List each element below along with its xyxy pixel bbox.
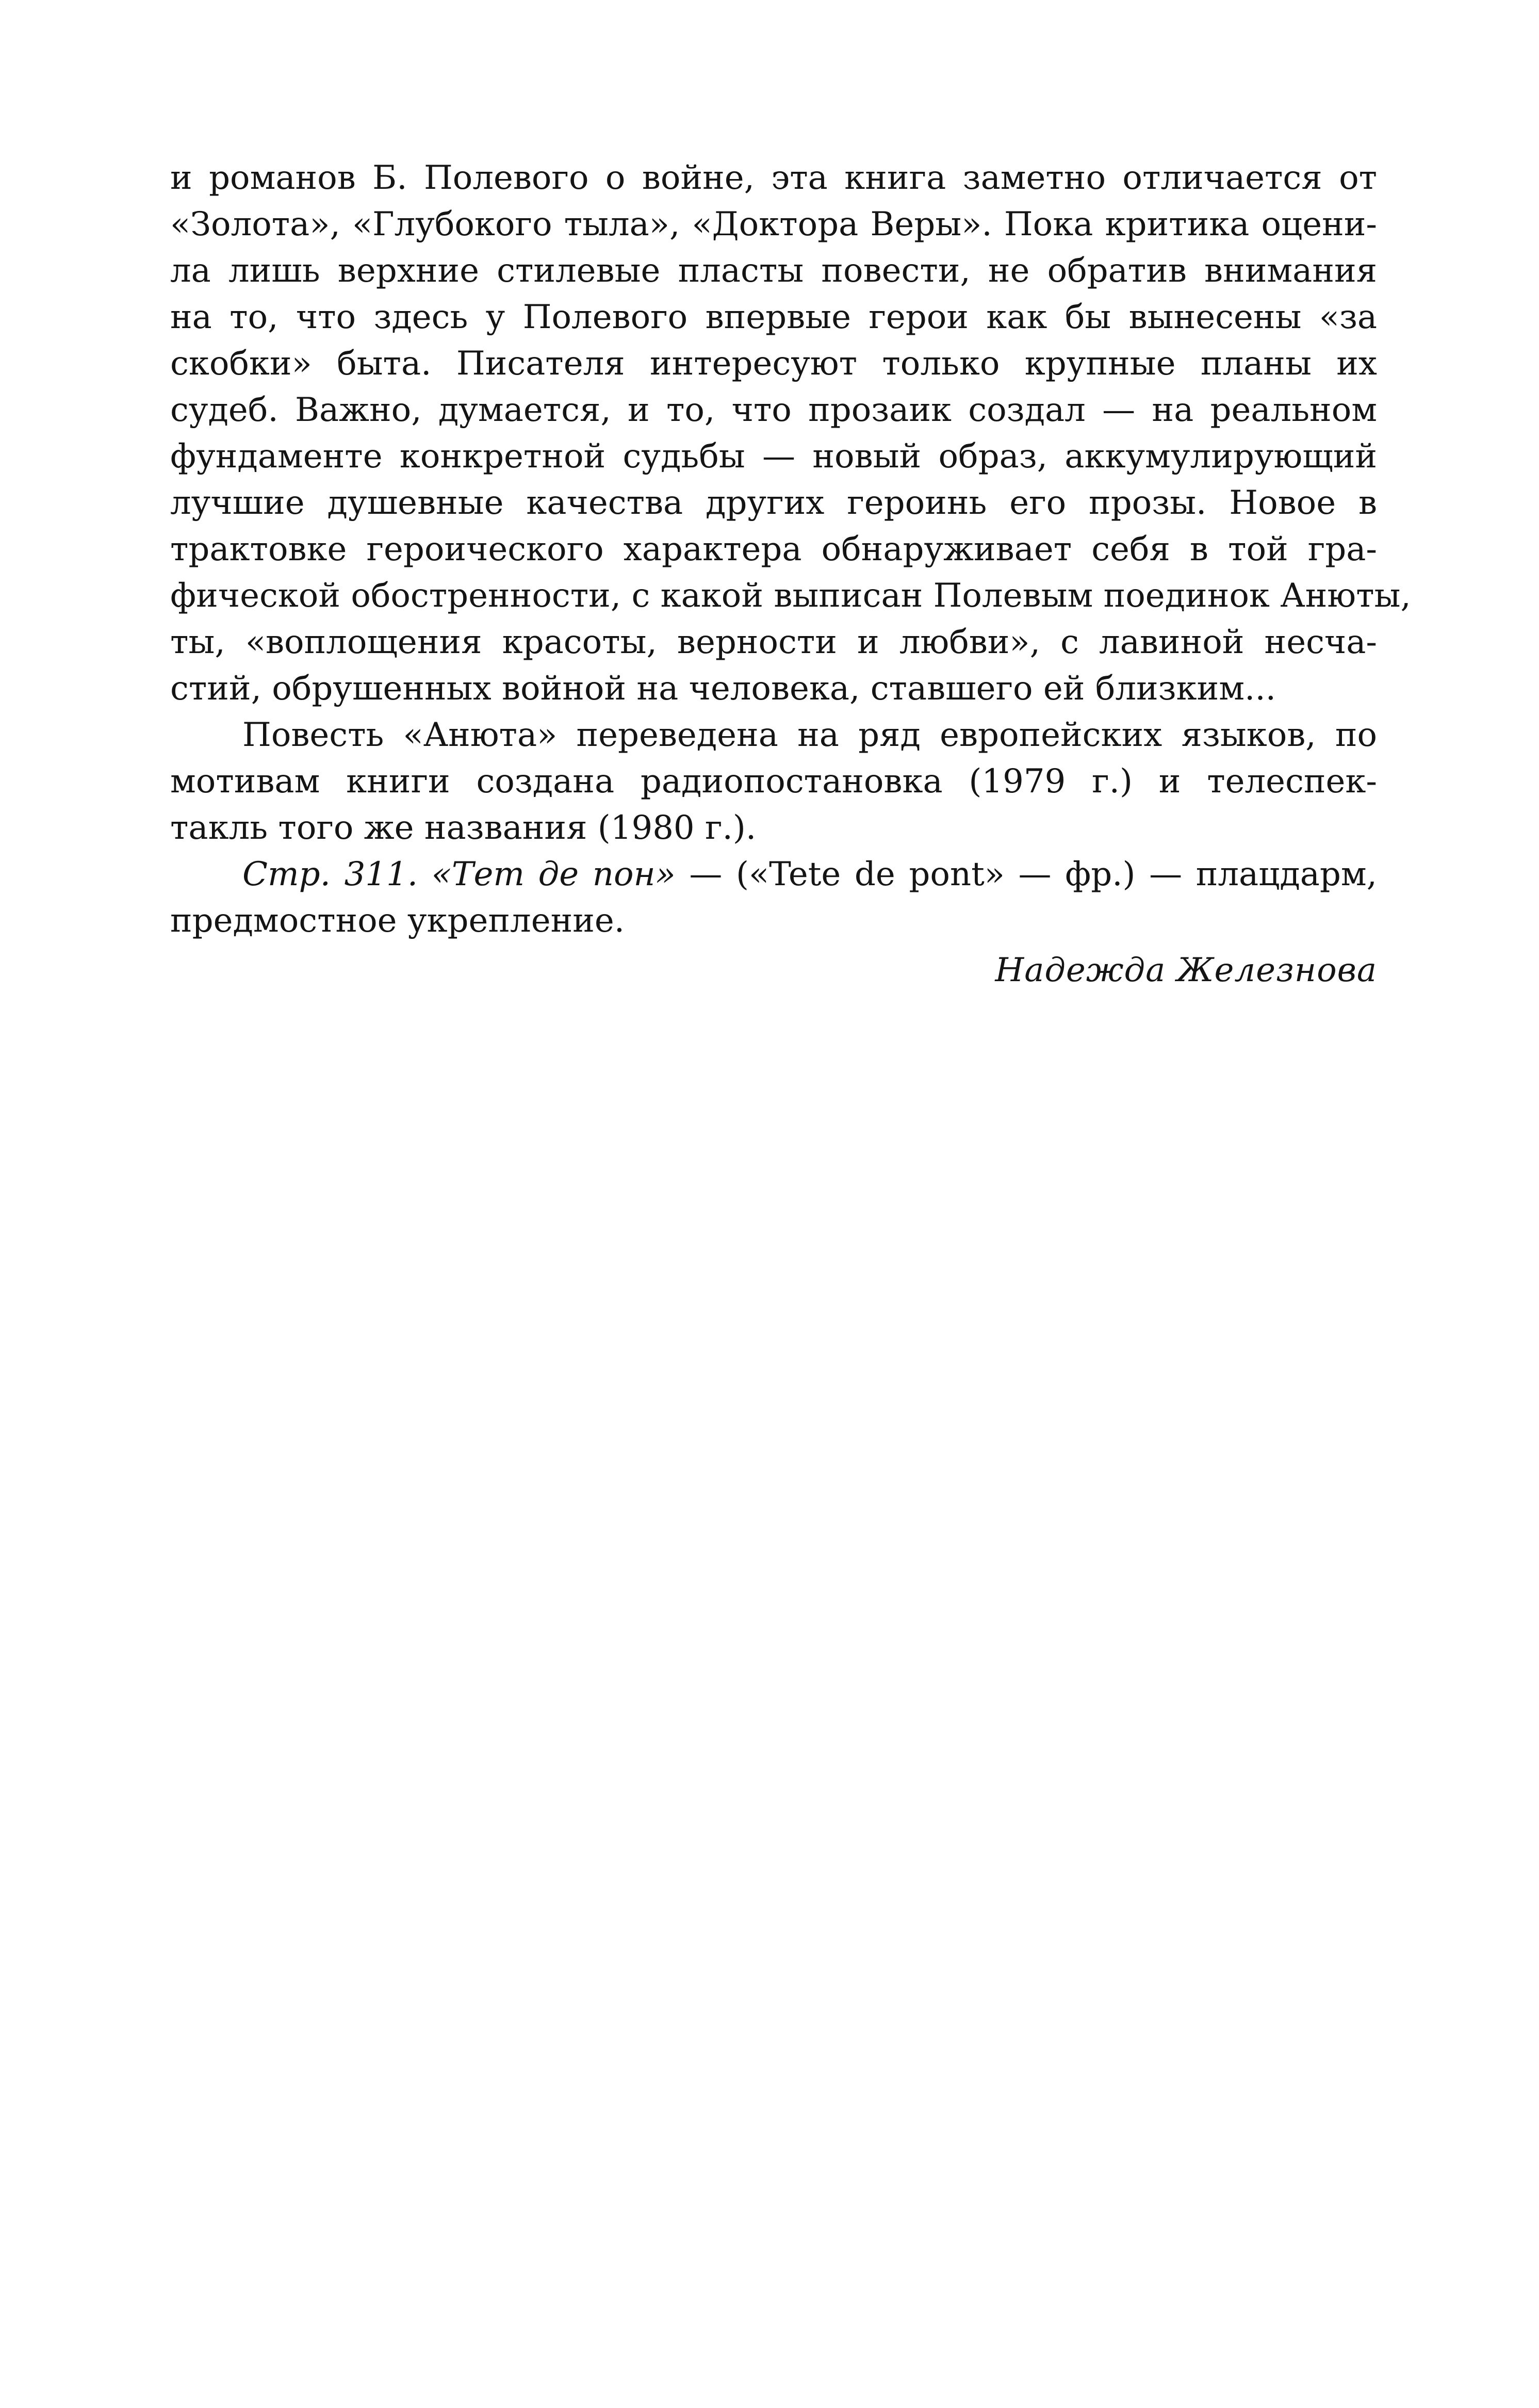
text-line: ты, «воплощения красоты, верности и любви», с лавиной несча- [170, 623, 1377, 661]
footnote-line [170, 851, 1377, 898]
text-line: ла лишь верхние стилевые пласты повести, не обратив внимания [170, 252, 1377, 290]
text-line: судеб. Важно, думается, и то, что прозаик создал — на реальном [170, 391, 1377, 429]
text-line: Повесть «Анюта» переведена на ряд европейских языков, по [242, 716, 1377, 754]
page-content [170, 155, 1411, 994]
text-line: «Золота», «Глубокого тыла», «Доктора Веры». Пока критика оцени- [170, 205, 1377, 243]
text-line: стий, обрушенных войной на человека, ставшего ей близким... [170, 670, 1276, 708]
text-line: трактовке героического характера обнаруживает себя в той гра- [170, 530, 1377, 568]
text-line: такль того же названия (1980 г.). [170, 809, 757, 847]
paragraph-translations [170, 712, 1377, 851]
text-line: фундаменте конкретной судьбы — новый образ, аккумулирующий [170, 437, 1377, 476]
text-line: предмостное укрепление. [170, 902, 625, 940]
paragraph-main [170, 155, 1411, 712]
text-line: и романов Б. Полевого о войне, эта книга заметно отличается от [170, 159, 1377, 197]
text-line: скобки» быта. Писателя интересуют только крупные планы их [170, 345, 1377, 383]
author-signature: Надежда Железнова [995, 951, 1377, 989]
footnote [170, 851, 1377, 944]
text-line: на то, что здесь у Полевого впервые герои как бы вынесены «за [170, 298, 1377, 336]
footnote-text: — («Tete de pont» — фр.) — плацдарм, [675, 855, 1377, 893]
text-line: фической обостренности, с какой выписан Полевым поединок Анюты, [170, 577, 1411, 615]
text-line: лучшие душевные качества других героинь его прозы. Новое в [170, 484, 1377, 522]
footnote-reference: Стр. 311. «Тет де пон» [242, 855, 676, 893]
text-line: мотивам книги создана радиопостановка (1979 г.) и телеспек- [170, 762, 1377, 801]
